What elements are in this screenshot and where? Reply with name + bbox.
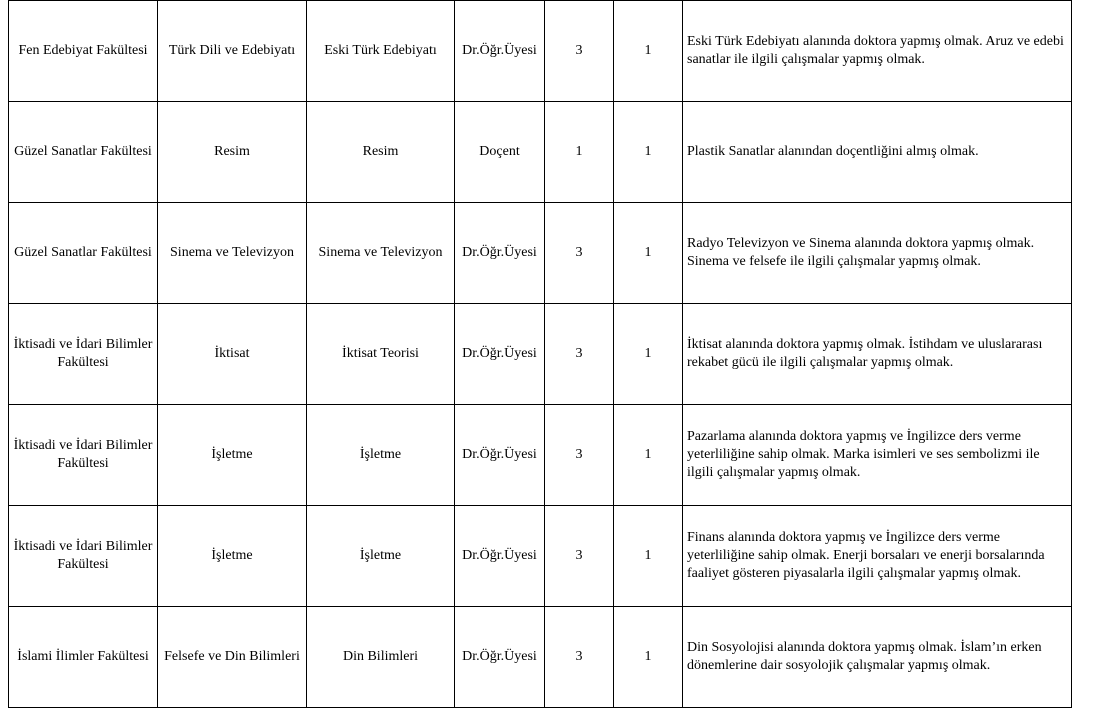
- program-cell: İktisat Teorisi: [307, 304, 455, 405]
- department-cell: Sinema ve Televizyon: [158, 203, 307, 304]
- program-cell: İşletme: [307, 405, 455, 506]
- faculty-cell: İktisadi ve İdari Bilimler Fakültesi: [9, 506, 158, 607]
- count-cell: 1: [614, 405, 683, 506]
- degree-cell: 3: [545, 203, 614, 304]
- program-cell: Resim: [307, 102, 455, 203]
- degree-cell: 3: [545, 1, 614, 102]
- count-cell: 1: [614, 1, 683, 102]
- title-cell: Dr.Öğr.Üyesi: [455, 607, 545, 708]
- table-row: [9, 506, 1072, 607]
- faculty-cell: Fen Edebiyat Fakültesi: [9, 1, 158, 102]
- count-cell: 1: [614, 102, 683, 203]
- faculty-cell: Güzel Sanatlar Fakültesi: [9, 102, 158, 203]
- degree-cell: 3: [545, 304, 614, 405]
- description-cell: Pazarlama alanında doktora yapmış ve İngilizce ders verme yeterliliğine sahip olmak. Marka isimleri ve ses sembolizmi ile ilgili çalışmalar yapmış olmak.: [683, 405, 1072, 506]
- program-cell: Sinema ve Televizyon: [307, 203, 455, 304]
- degree-cell: 3: [545, 405, 614, 506]
- description-cell: Finans alanında doktora yapmış ve İngilizce ders verme yeterliliğine sahip olmak. Enerji borsaları ve enerji borsalarında faaliyet gösteren piyasalarla ilgili çalışmalar yapmış olmak.: [683, 506, 1072, 607]
- faculty-cell: İktisadi ve İdari Bilimler Fakültesi: [9, 405, 158, 506]
- title-cell: Dr.Öğr.Üyesi: [455, 304, 545, 405]
- count-cell: 1: [614, 506, 683, 607]
- department-cell: Resim: [158, 102, 307, 203]
- faculty-cell: İslami İlimler Fakültesi: [9, 607, 158, 708]
- department-cell: Felsefe ve Din Bilimleri: [158, 607, 307, 708]
- title-cell: Dr.Öğr.Üyesi: [455, 405, 545, 506]
- count-cell: 1: [614, 607, 683, 708]
- faculty-cell: İktisadi ve İdari Bilimler Fakültesi: [9, 304, 158, 405]
- department-cell: İktisat: [158, 304, 307, 405]
- degree-cell: 3: [545, 607, 614, 708]
- degree-cell: 3: [545, 506, 614, 607]
- table-row: [9, 304, 1072, 405]
- description-cell: Plastik Sanatlar alanından doçentliğini almış olmak.: [683, 102, 1072, 203]
- title-cell: Dr.Öğr.Üyesi: [455, 203, 545, 304]
- title-cell: Dr.Öğr.Üyesi: [455, 506, 545, 607]
- count-cell: 1: [614, 304, 683, 405]
- description-cell: İktisat alanında doktora yapmış olmak. İstihdam ve uluslararası rekabet gücü ile ilgili çalışmalar yapmış olmak.: [683, 304, 1072, 405]
- department-cell: İşletme: [158, 405, 307, 506]
- department-cell: Türk Dili ve Edebiyatı: [158, 1, 307, 102]
- degree-cell: 1: [545, 102, 614, 203]
- table-row: [9, 203, 1072, 304]
- title-cell: Doçent: [455, 102, 545, 203]
- table-row: [9, 1, 1072, 102]
- table-row: [9, 405, 1072, 506]
- department-cell: İşletme: [158, 506, 307, 607]
- positions-table: [8, 0, 1072, 708]
- description-cell: Din Sosyolojisi alanında doktora yapmış olmak. İslam’ın erken dönemlerine dair sosyolojik çalışmalar yapmış olmak.: [683, 607, 1072, 708]
- count-cell: 1: [614, 203, 683, 304]
- faculty-cell: Güzel Sanatlar Fakültesi: [9, 203, 158, 304]
- description-cell: Eski Türk Edebiyatı alanında doktora yapmış olmak. Aruz ve edebi sanatlar ile ilgili çalışmalar yapmış olmak.: [683, 1, 1072, 102]
- title-cell: Dr.Öğr.Üyesi: [455, 1, 545, 102]
- program-cell: İşletme: [307, 506, 455, 607]
- table-row: [9, 102, 1072, 203]
- program-cell: Din Bilimleri: [307, 607, 455, 708]
- table-row: [9, 607, 1072, 708]
- description-cell: Radyo Televizyon ve Sinema alanında doktora yapmış olmak. Sinema ve felsefe ile ilgili çalışmalar yapmış olmak.: [683, 203, 1072, 304]
- program-cell: Eski Türk Edebiyatı: [307, 1, 455, 102]
